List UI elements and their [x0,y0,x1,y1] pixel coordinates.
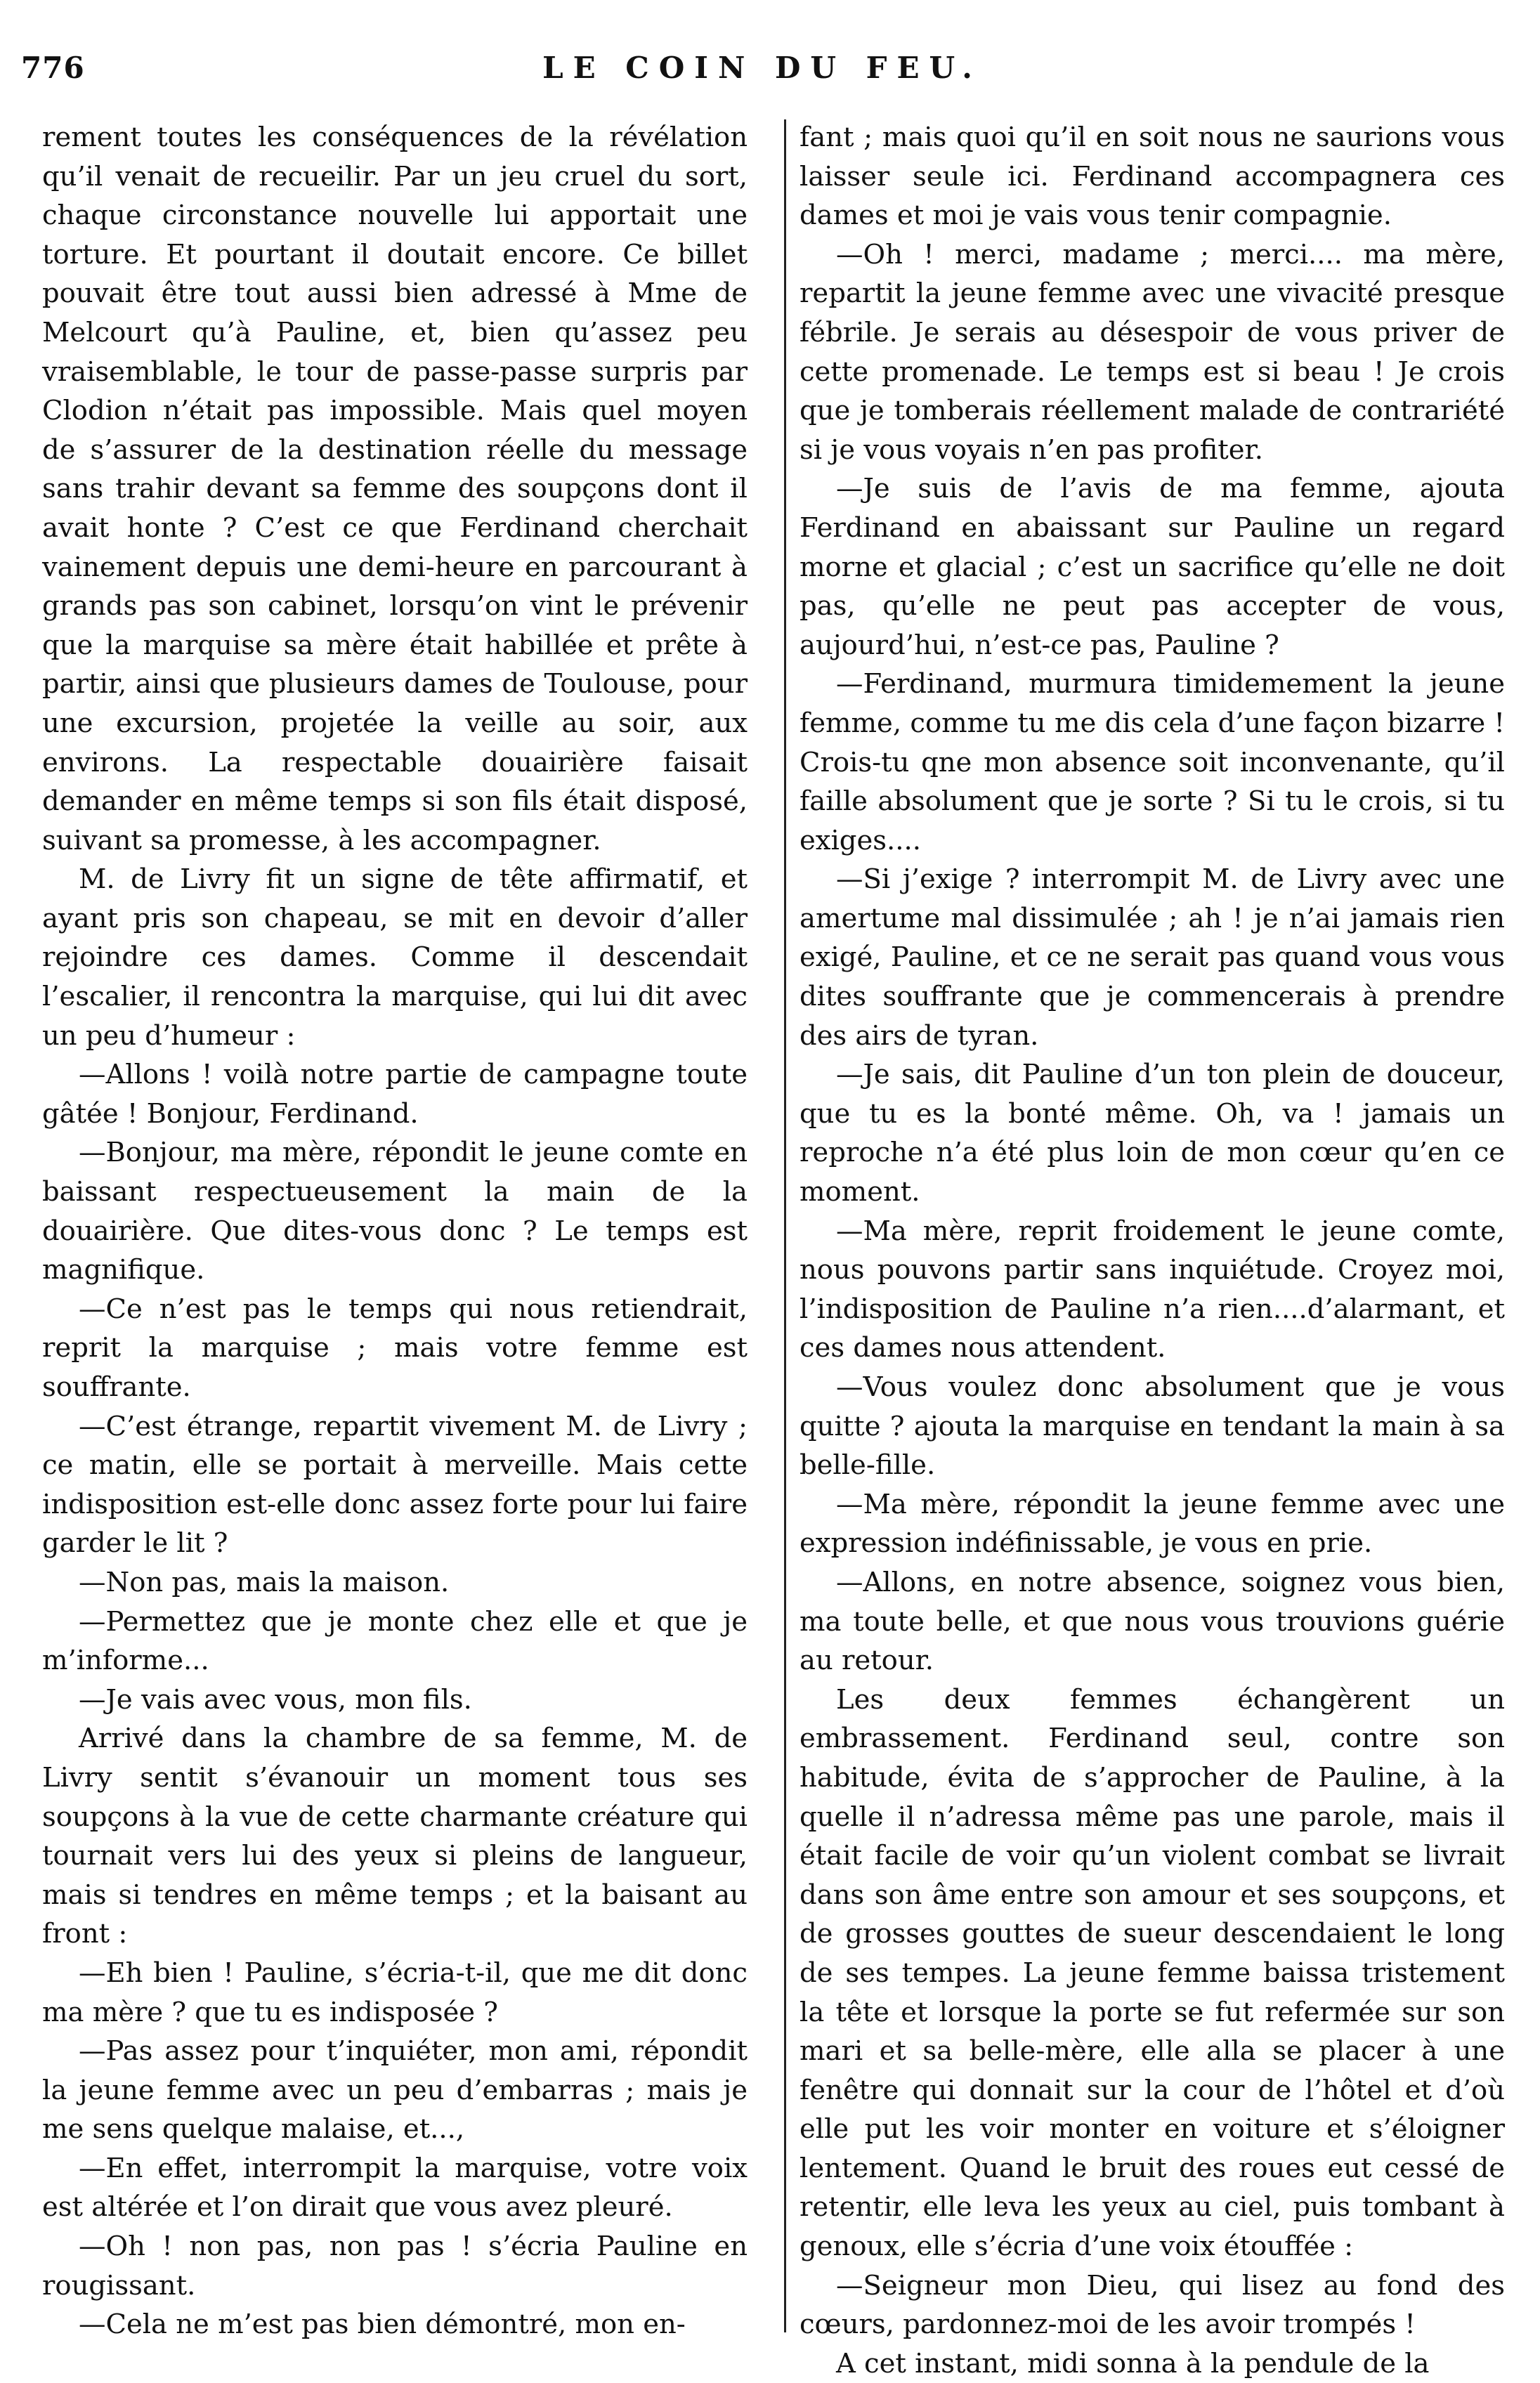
left-column [42,118,748,2341]
right-column [800,118,1505,2379]
paragraph: —Non pas, mais la maison. [79,1566,450,1598]
paragraph: —Allons, en notre absence, soignez vous bien, ma toute belle, et que nous vous trouvions guérie au retour. [800,1566,1505,1677]
paragraph: —Pas assez pour t’inquiéter, mon ami, répondit la jeune femme avec un peu d’embarras ; mais je me sens quelque malaise, et..., [42,2035,748,2146]
paragraph: Arrivé dans la chambre de sa femme, M. de Livry sentit s’évanouir un moment tous ses soupçons à la vue de cette charmante créature qui tournait vers lui des yeux si pleins de langueur, mais si tendres en même temps ; et la baisant au front : [42,1723,748,1950]
paragraph: —Bonjour, ma mère, répondit le jeune comte en baissant respectueusement la main de la douairière. Que dites-vous donc ? Le temps est magnifique. [42,1137,748,1286]
paragraph: —Cela ne m’est pas bien démontré, mon en- [79,2309,686,2341]
paragraph: —Je vais avec vous, mon fils. [79,1683,472,1716]
paragraph: —C’est étrange, repartit vivement M. de Livry ; ce matin, elle se portait à merveille. Mais cette indisposition est-elle donc assez forte pour lui faire garder le lit ? [42,1410,748,1560]
paragraph: —Je suis de l’avis de ma femme, ajouta Ferdinand en abaissant sur Pauline un regard morne et glacial ; c’est un sacrifice qu’elle ne doit pas, qu’elle ne peut pas accepter de vous, aujourd’hui, n’est-ce pas, Pauline ? [800,473,1505,661]
running-title: LE COIN DU FEU. [542,51,982,85]
paragraph: —Permettez que je monte chez elle et que je m’informe... [42,1605,748,1677]
column-divider [784,119,786,2332]
paragraph: —Allons ! voilà notre partie de campagne toute gâtée ! Bonjour, Ferdinand. [42,1059,748,1130]
paragraph: —Vous voulez donc absolument que je vous quitte ? ajouta la marquise en tendant la main à sa belle-fille. [800,1371,1505,1482]
paragraph: —Ce n’est pas le temps qui nous retiendrait, reprit la marquise ; mais votre femme est souffrante. [42,1293,748,1403]
paragraph: —Ferdinand, murmura timidemement la jeune femme, comme tu me dis cela d’une façon bizarre ! Crois-tu qne mon absence soit inconvenante, qu’il faille absolument que je sorte ? Si tu le crois, si tu exiges.... [800,668,1505,856]
paragraph: M. de Livry fit un signe de tête affirmatif, et ayant pris son chapeau, se mit en devoir d’aller rejoindre ces dames. Comme il descendait l’escalier, il rencontra la marquise, qui lui dit avec un peu d’humeur : [42,863,748,1052]
paragraph: —Je sais, dit Pauline d’un ton plein de douceur, que tu es la bonté même. Oh, va ! jamais un reproche n’a été plus loin de mon cœur qu’en ce moment. [800,1059,1505,1208]
page-header [21,51,1503,93]
paragraph: —Eh bien ! Pauline, s’écria-t-il, que me dit donc ma mère ? que tu es indisposée ? [42,1957,748,2028]
page-number: 776 [21,51,85,85]
paragraph: —Oh ! non pas, non pas ! s’écria Pauline en rougissant. [42,2231,748,2302]
paragraph: —Si j’exige ? interrompit M. de Livry avec une amertume mal dissimulée ; ah ! je n’ai jamais rien exigé, Pauline, et ce ne serait pas quand vous vous dites souffrante que je commencerais à prendre des airs de tyran. [800,863,1505,1052]
paragraph: rement toutes les conséquences de la révélation qu’il venait de recueilir. Par un jeu cruel du sort, chaque circonstance nouvelle lui apportait une torture. Et pourtant il doutait encore. Ce billet pouvait être tout aussi bien adressé à Mme de Melcourt qu’à Pauline, et, bien qu’assez peu vraisemblable, le tour de passe-passe surpris par Clodion n’était pas impossible. Mais quel moyen de s’assurer de la destination réelle du message sans trahir devant sa femme des soupçons dont il avait honte ? C’est ce que Ferdinand cherchait vainement depuis une demi-heure en parcourant à grands pas son cabinet, lorsqu’on vint le prévenir que la marquise sa mère était habillée et prête à partir, ainsi que plusieurs dames de Toulouse, pour une excursion, projetée la veille au soir, aux environs. La respectable douairière faisait demander en même temps si son fils était disposé, suivant sa promesse, à les accompagner. [42,122,748,856]
paragraph: —Seigneur mon Dieu, qui lisez au fond des cœurs, pardonnez-moi de les avoir trompés ! [800,2269,1505,2341]
paragraph: —Ma mère, répondit la jeune femme avec une expression indéfinissable, je vous en prie. [800,1488,1505,1560]
paragraph: fant ; mais quoi qu’il en soit nous ne saurions vous laisser seule ici. Ferdinand accompagnera ces dames et moi je vais vous tenir compagnie. [800,122,1505,232]
paragraph: Les deux femmes échangèrent un embrassement. Ferdinand seul, contre son habitude, évita de s’approcher de Pauline, à la quelle il n’adressa même pas une parole, mais il était facile de voir qu’un violent combat se livrait dans son âme entre son amour et ses soupçons, et de grosses gouttes de sueur descendaient le long de ses tempes. La jeune femme baissa tristement la tête et lorsque la porte se fut refermée sur son mari et sa belle-mère, elle alla se placer à une fenêtre qui donnait sur la cour de l’hôtel et d’où elle put les voir monter en voiture et s’éloigner lentement. Quand le bruit des roues eut cessé de retentir, elle leva les yeux au ciel, puis tombant à genoux, elle s’écria d’une voix étouffée : [800,1683,1505,2263]
paragraph: A cet instant, midi sonna à la pendule de la [836,2347,1430,2379]
paragraph: —En effet, interrompit la marquise, votre voix est altérée et l’on dirait que vous avez pleuré. [42,2152,748,2224]
paragraph: —Oh ! merci, madame ; merci.... ma mère, repartit la jeune femme avec une vivacité presque fébrile. Je serais au désespoir de vous priver de cette promenade. Le temps est si beau ! Je crois que je tomberais réellement malade de contrariété si je vous voyais n’en pas profiter. [800,238,1505,466]
paragraph: —Ma mère, reprit froidement le jeune comte, nous pouvons partir sans inquiétude. Croyez moi, l’indisposition de Pauline n’a rien....d’alarmant, et ces dames nous attendent. [800,1215,1505,1364]
